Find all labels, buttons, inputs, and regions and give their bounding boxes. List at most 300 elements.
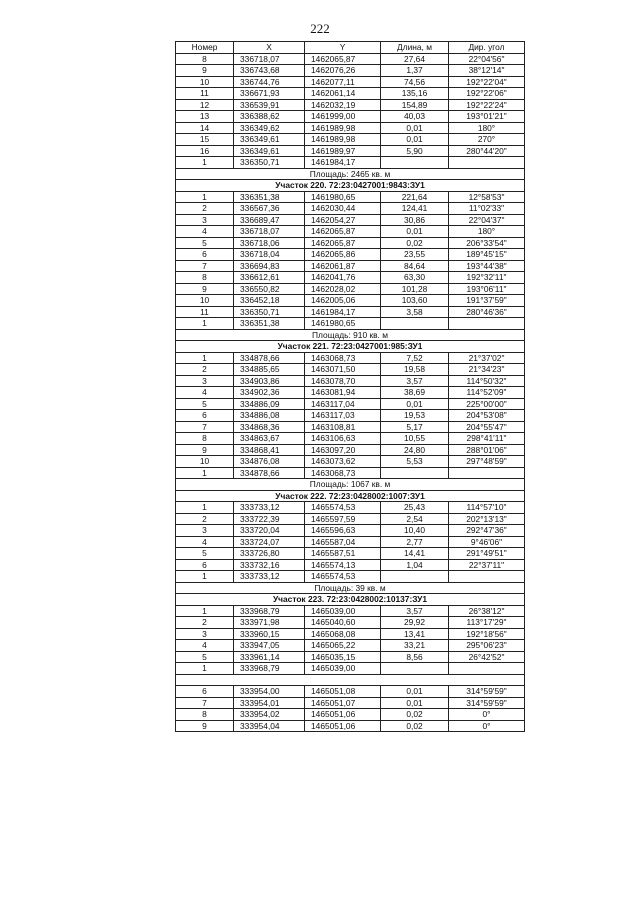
cell-y: 1465051,06	[305, 720, 381, 732]
cell-length: 2,54	[381, 513, 449, 525]
cell-number: 14	[176, 122, 234, 134]
cell-y: 1465596,63	[305, 525, 381, 537]
cell-direction-angle: 295°06'23"	[449, 640, 525, 652]
plot-header-row	[176, 180, 525, 192]
cell-direction-angle	[449, 318, 525, 330]
cell-x: 336550,82	[234, 283, 305, 295]
cell-direction-angle: 280°44'20"	[449, 145, 525, 157]
plot-title: Участок 223. 72:23:0428002:10137:ЗУ1	[176, 594, 525, 606]
cell-direction-angle: 114°50'32"	[449, 375, 525, 387]
cell-x: 336612,61	[234, 272, 305, 284]
cell-x: 336349,62	[234, 122, 305, 134]
cell-length: 19,53	[381, 410, 449, 422]
cell-length: 84,64	[381, 260, 449, 272]
cell-x: 334903,86	[234, 375, 305, 387]
cell-direction-angle: 202°13'13"	[449, 513, 525, 525]
cell-length: 124,41	[381, 203, 449, 215]
cell-length: 3,57	[381, 375, 449, 387]
cell-y: 1463071,50	[305, 364, 381, 376]
cell-y: 1465587,04	[305, 536, 381, 548]
plot-header-row	[176, 594, 525, 606]
cell-y: 1465051,07	[305, 697, 381, 709]
cell-number: 1	[176, 663, 234, 675]
table-row	[176, 295, 525, 307]
cell-number: 5	[176, 237, 234, 249]
table-body	[176, 53, 525, 732]
cell-direction-angle: 204°53'08"	[449, 410, 525, 422]
cell-direction-angle	[449, 571, 525, 583]
cell-number: 8	[176, 709, 234, 721]
plot-title: Участок 220. 72:23:0427001:9843:ЗУ1	[176, 180, 525, 192]
cell-x: 336694,83	[234, 260, 305, 272]
cell-number: 3	[176, 214, 234, 226]
cell-direction-angle: 22°04'37"	[449, 214, 525, 226]
cell-x: 334886,09	[234, 398, 305, 410]
cell-x: 336350,71	[234, 157, 305, 169]
cell-direction-angle: 314°59'59"	[449, 697, 525, 709]
plot-header-row	[176, 490, 525, 502]
header-number: Номер	[176, 42, 234, 54]
cell-y: 1465597,59	[305, 513, 381, 525]
cell-direction-angle: 26°38'12"	[449, 605, 525, 617]
table-row	[176, 571, 525, 583]
cell-length: 0,01	[381, 686, 449, 698]
cell-x: 336718,07	[234, 226, 305, 238]
cell-length: 0,02	[381, 720, 449, 732]
cell-x: 333954,04	[234, 720, 305, 732]
header-y: Y	[305, 42, 381, 54]
cell-direction-angle	[449, 157, 525, 169]
cell-length: 5,53	[381, 456, 449, 468]
table-row	[176, 111, 525, 123]
cell-direction-angle: 26°42'52"	[449, 651, 525, 663]
coordinates-table	[175, 41, 525, 732]
cell-x: 334868,36	[234, 421, 305, 433]
cell-number: 2	[176, 364, 234, 376]
cell-y: 1463097,20	[305, 444, 381, 456]
cell-length: 33,21	[381, 640, 449, 652]
cell-number: 11	[176, 88, 234, 100]
table-row	[176, 444, 525, 456]
cell-x: 333954,01	[234, 697, 305, 709]
cell-length: 3,57	[381, 605, 449, 617]
cell-length: 2,77	[381, 536, 449, 548]
table-row	[176, 157, 525, 169]
plot-title: Участок 222. 72:23:0428002:1007:ЗУ1	[176, 490, 525, 502]
cell-y: 1462065,87	[305, 226, 381, 238]
cell-y: 1461999,00	[305, 111, 381, 123]
cell-number: 4	[176, 226, 234, 238]
cell-direction-angle: 191°37'59"	[449, 295, 525, 307]
cell-x: 333733,12	[234, 502, 305, 514]
cell-length: 10,55	[381, 433, 449, 445]
cell-x: 336351,38	[234, 318, 305, 330]
cell-direction-angle: 22°04'56"	[449, 53, 525, 65]
cell-length: 24,80	[381, 444, 449, 456]
cell-length: 221,64	[381, 191, 449, 203]
cell-direction-angle: 288°01'06"	[449, 444, 525, 456]
cell-x: 333960,15	[234, 628, 305, 640]
cell-direction-angle: 192°22'06"	[449, 88, 525, 100]
table-row	[176, 398, 525, 410]
table-row	[176, 720, 525, 732]
cell-x: 333971,98	[234, 617, 305, 629]
table-row	[176, 226, 525, 238]
cell-direction-angle: 193°06'11"	[449, 283, 525, 295]
table-row	[176, 272, 525, 284]
cell-number: 6	[176, 686, 234, 698]
cell-x: 333726,80	[234, 548, 305, 560]
table-row	[176, 76, 525, 88]
cell-number: 12	[176, 99, 234, 111]
cell-y: 1465574,13	[305, 559, 381, 571]
header-direction-angle: Дир. угол	[449, 42, 525, 54]
cell-x: 336351,38	[234, 191, 305, 203]
cell-length: 13,41	[381, 628, 449, 640]
cell-number: 1	[176, 467, 234, 479]
table-row	[176, 686, 525, 698]
cell-y: 1461984,17	[305, 157, 381, 169]
cell-length: 0,02	[381, 237, 449, 249]
table-row	[176, 283, 525, 295]
cell-direction-angle	[449, 663, 525, 675]
blank-row	[176, 674, 525, 686]
table-row	[176, 318, 525, 330]
table-row	[176, 145, 525, 157]
cell-direction-angle: 204°55'47"	[449, 421, 525, 433]
cell-x: 336452,18	[234, 295, 305, 307]
cell-y: 1465051,06	[305, 709, 381, 721]
cell-length: 5,17	[381, 421, 449, 433]
table-row	[176, 99, 525, 111]
cell-x: 336350,71	[234, 306, 305, 318]
cell-direction-angle: 314°59'59"	[449, 686, 525, 698]
cell-y: 1463068,73	[305, 352, 381, 364]
cell-length: 0,01	[381, 134, 449, 146]
cell-x: 334868,41	[234, 444, 305, 456]
cell-x: 333724,07	[234, 536, 305, 548]
cell-y: 1465039,00	[305, 605, 381, 617]
cell-length: 10,40	[381, 525, 449, 537]
cell-x: 336744,76	[234, 76, 305, 88]
cell-number: 1	[176, 352, 234, 364]
cell-direction-angle: 21°34'23"	[449, 364, 525, 376]
cell-direction-angle: 113°17'29"	[449, 617, 525, 629]
cell-y: 1461984,17	[305, 306, 381, 318]
cell-direction-angle: 0°	[449, 720, 525, 732]
cell-number: 2	[176, 617, 234, 629]
table-row	[176, 651, 525, 663]
cell-direction-angle: 298°41'11"	[449, 433, 525, 445]
cell-number: 15	[176, 134, 234, 146]
table-row	[176, 513, 525, 525]
cell-length: 74,56	[381, 76, 449, 88]
cell-number: 9	[176, 65, 234, 77]
cell-number: 10	[176, 456, 234, 468]
cell-y: 1465068,08	[305, 628, 381, 640]
cell-x: 333722,39	[234, 513, 305, 525]
cell-number: 7	[176, 697, 234, 709]
cell-length	[381, 571, 449, 583]
table-row	[176, 214, 525, 226]
cell-direction-angle: 206°33'54"	[449, 237, 525, 249]
cell-length: 1,04	[381, 559, 449, 571]
table-row	[176, 525, 525, 537]
cell-y: 1465574,53	[305, 502, 381, 514]
table-row	[176, 502, 525, 514]
cell-x: 334876,08	[234, 456, 305, 468]
table-row	[176, 617, 525, 629]
table-row	[176, 191, 525, 203]
area-row	[176, 582, 525, 594]
cell-direction-angle: 114°57'10"	[449, 502, 525, 514]
cell-length: 8,56	[381, 651, 449, 663]
cell-x: 334863,67	[234, 433, 305, 445]
table-row	[176, 352, 525, 364]
cell-y: 1465051,08	[305, 686, 381, 698]
table-row	[176, 410, 525, 422]
table-row	[176, 249, 525, 261]
cell-y: 1462032,19	[305, 99, 381, 111]
cell-length: 103,60	[381, 295, 449, 307]
cell-length: 154,89	[381, 99, 449, 111]
cell-direction-angle: 270°	[449, 134, 525, 146]
cell-y: 1465040,60	[305, 617, 381, 629]
cell-number: 16	[176, 145, 234, 157]
cell-length: 27,64	[381, 53, 449, 65]
cell-x: 336718,06	[234, 237, 305, 249]
cell-length	[381, 157, 449, 169]
cell-direction-angle: 21°37'02"	[449, 352, 525, 364]
cell-number: 8	[176, 433, 234, 445]
area-row	[176, 329, 525, 341]
table-row	[176, 709, 525, 721]
cell-number: 6	[176, 249, 234, 261]
table-row	[176, 640, 525, 652]
cell-y: 1463081,94	[305, 387, 381, 399]
cell-number: 10	[176, 295, 234, 307]
cell-length: 38,69	[381, 387, 449, 399]
area-label: Площадь: 2465 кв. м	[176, 168, 525, 180]
table-row	[176, 663, 525, 675]
cell-number: 3	[176, 628, 234, 640]
table-row	[176, 53, 525, 65]
cell-number: 7	[176, 260, 234, 272]
page-number: 222	[310, 21, 330, 36]
table-row	[176, 559, 525, 571]
cell-y: 1462077,11	[305, 76, 381, 88]
cell-direction-angle: 9°46'06"	[449, 536, 525, 548]
cell-length: 25,43	[381, 502, 449, 514]
cell-y: 1462065,86	[305, 249, 381, 261]
cell-y: 1462076,26	[305, 65, 381, 77]
plot-header-row	[176, 341, 525, 353]
cell-number: 1	[176, 605, 234, 617]
cell-x: 336567,36	[234, 203, 305, 215]
table-row	[176, 306, 525, 318]
table-row	[176, 387, 525, 399]
cell-length: 14,41	[381, 548, 449, 560]
cell-direction-angle: 192°22'24"	[449, 99, 525, 111]
cell-number: 1	[176, 318, 234, 330]
table-row	[176, 433, 525, 445]
cell-direction-angle: 192°32'11"	[449, 272, 525, 284]
area-label: Площадь: 910 кв. м	[176, 329, 525, 341]
cell-number: 11	[176, 306, 234, 318]
cell-y: 1463117,04	[305, 398, 381, 410]
cell-direction-angle: 225°00'00"	[449, 398, 525, 410]
cell-x: 336689,47	[234, 214, 305, 226]
cell-y: 1463068,73	[305, 467, 381, 479]
cell-number: 1	[176, 191, 234, 203]
cell-number: 3	[176, 525, 234, 537]
table-row	[176, 364, 525, 376]
cell-number: 8	[176, 53, 234, 65]
cell-number: 6	[176, 410, 234, 422]
cell-length: 29,92	[381, 617, 449, 629]
cell-x: 333954,00	[234, 686, 305, 698]
cell-x: 336718,04	[234, 249, 305, 261]
cell-x: 336671,93	[234, 88, 305, 100]
cell-y: 1461980,65	[305, 318, 381, 330]
cell-direction-angle: 180°	[449, 122, 525, 134]
cell-y: 1462061,14	[305, 88, 381, 100]
table-row	[176, 88, 525, 100]
cell-number: 4	[176, 387, 234, 399]
cell-y: 1463117,03	[305, 410, 381, 422]
cell-number: 1	[176, 571, 234, 583]
area-label: Площадь: 39 кв. м	[176, 582, 525, 594]
cell-direction-angle: 114°52'09"	[449, 387, 525, 399]
cell-length: 63,30	[381, 272, 449, 284]
cell-x: 333733,12	[234, 571, 305, 583]
plot-title: Участок 221. 72:23:0427001:985:ЗУ1	[176, 341, 525, 353]
cell-y: 1462005,06	[305, 295, 381, 307]
cell-length: 3,58	[381, 306, 449, 318]
cell-number: 8	[176, 272, 234, 284]
cell-y: 1465065,22	[305, 640, 381, 652]
cell-y: 1462030,44	[305, 203, 381, 215]
cell-x: 333720,04	[234, 525, 305, 537]
cell-direction-angle: 180°	[449, 226, 525, 238]
cell-length: 19,58	[381, 364, 449, 376]
cell-number: 5	[176, 398, 234, 410]
table-row	[176, 605, 525, 617]
cell-direction-angle: 291°49'51"	[449, 548, 525, 560]
cell-x: 336743,68	[234, 65, 305, 77]
cell-length: 0,01	[381, 697, 449, 709]
cell-y: 1462041,76	[305, 272, 381, 284]
cell-length: 0,01	[381, 226, 449, 238]
cell-number: 5	[176, 548, 234, 560]
cell-length: 101,28	[381, 283, 449, 295]
cell-direction-angle: 193°44'38"	[449, 260, 525, 272]
cell-length: 40,03	[381, 111, 449, 123]
cell-y: 1463108,81	[305, 421, 381, 433]
table-row	[176, 122, 525, 134]
cell-number: 7	[176, 421, 234, 433]
cell-x: 333947,05	[234, 640, 305, 652]
table-header-row	[176, 42, 525, 54]
cell-number: 1	[176, 502, 234, 514]
cell-y: 1463073,62	[305, 456, 381, 468]
cell-direction-angle: 192°18'56"	[449, 628, 525, 640]
table-row	[176, 65, 525, 77]
cell-x: 336349,61	[234, 134, 305, 146]
cell-direction-angle: 292°47'36"	[449, 525, 525, 537]
cell-direction-angle: 193°01'21"	[449, 111, 525, 123]
table-row	[176, 467, 525, 479]
cell-y: 1465039,00	[305, 663, 381, 675]
cell-length: 7,52	[381, 352, 449, 364]
table-row	[176, 237, 525, 249]
cell-number: 4	[176, 640, 234, 652]
cell-y: 1462061,87	[305, 260, 381, 272]
cell-length: 30,86	[381, 214, 449, 226]
cell-y: 1461989,98	[305, 122, 381, 134]
cell-length	[381, 467, 449, 479]
cell-number: 10	[176, 76, 234, 88]
area-label: Площадь: 1067 кв. м	[176, 479, 525, 491]
cell-number: 1	[176, 157, 234, 169]
cell-y: 1461980,65	[305, 191, 381, 203]
cell-length: 5,90	[381, 145, 449, 157]
cell-x: 334878,66	[234, 467, 305, 479]
table-row	[176, 260, 525, 272]
cell-x: 333954,02	[234, 709, 305, 721]
table-row	[176, 536, 525, 548]
cell-y: 1463106,63	[305, 433, 381, 445]
cell-x: 334886,08	[234, 410, 305, 422]
table-row	[176, 375, 525, 387]
cell-x: 334885,65	[234, 364, 305, 376]
header-length: Длина, м	[381, 42, 449, 54]
table-row	[176, 421, 525, 433]
cell-x: 333732,16	[234, 559, 305, 571]
table-row	[176, 456, 525, 468]
cell-direction-angle: 189°45'15"	[449, 249, 525, 261]
cell-number: 5	[176, 651, 234, 663]
cell-number: 9	[176, 720, 234, 732]
cell-length: 0,01	[381, 122, 449, 134]
cell-x: 333961,14	[234, 651, 305, 663]
cell-number: 13	[176, 111, 234, 123]
cell-length: 0,02	[381, 709, 449, 721]
cell-direction-angle: 12°58'53"	[449, 191, 525, 203]
cell-x: 334902,36	[234, 387, 305, 399]
table-row	[176, 548, 525, 560]
cell-direction-angle: 22°37'11"	[449, 559, 525, 571]
cell-y: 1462065,87	[305, 53, 381, 65]
cell-number: 9	[176, 444, 234, 456]
cell-x: 336539,91	[234, 99, 305, 111]
cell-y: 1465574,53	[305, 571, 381, 583]
cell-direction-angle: 192°22'04"	[449, 76, 525, 88]
table-row	[176, 628, 525, 640]
cell-length	[381, 318, 449, 330]
table-row	[176, 697, 525, 709]
cell-length: 1,37	[381, 65, 449, 77]
cell-number: 6	[176, 559, 234, 571]
cell-length: 0,01	[381, 398, 449, 410]
cell-direction-angle: 280°46'36"	[449, 306, 525, 318]
cell-x: 336349,61	[234, 145, 305, 157]
cell-direction-angle	[449, 467, 525, 479]
cell-length: 23,55	[381, 249, 449, 261]
cell-y: 1462028,02	[305, 283, 381, 295]
cell-number: 2	[176, 513, 234, 525]
cell-direction-angle: 38°12'14"	[449, 65, 525, 77]
